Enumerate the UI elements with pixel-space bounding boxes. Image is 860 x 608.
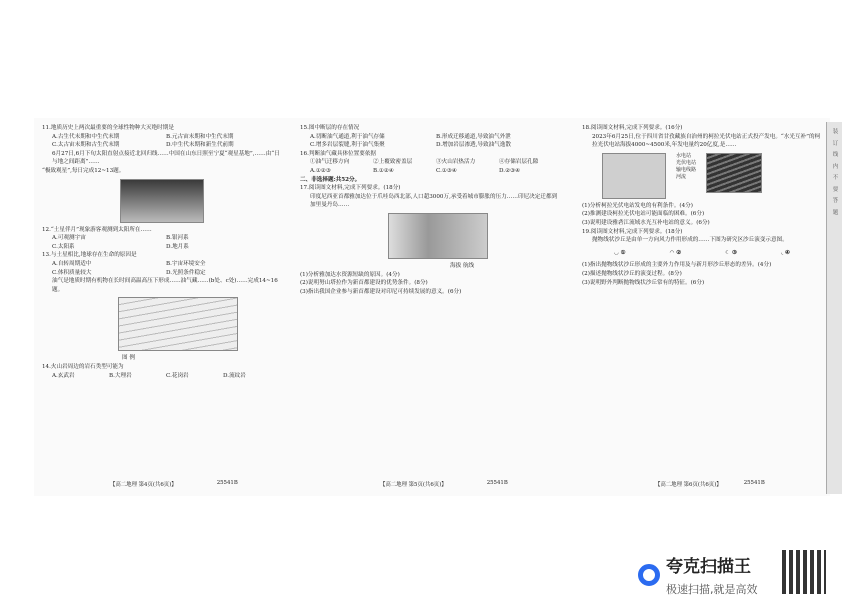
option: B.宇宙环境安全 xyxy=(166,260,206,267)
question-14: 14.火山岩周边的岩石类型可能为 xyxy=(42,363,124,370)
map-legend: 海拔 航线 xyxy=(450,262,475,269)
page-5-footer xyxy=(380,480,580,488)
answer-18-1: (1)分析柯拉光伏电站发电的有利条件。(4分) xyxy=(582,202,693,209)
strip-char: 装 xyxy=(831,128,838,134)
question-12: 12.“土星伴月”现象游客观测到太阳所在…… xyxy=(42,226,152,233)
legend-item: 河流 xyxy=(676,173,687,180)
option: A.可观测宇宙 xyxy=(52,235,86,242)
material-17: 印度尼西亚首都雅加达位于爪哇岛西北部,人口超3000万,承受着城市膨胀的压力……印尼决定迁都到加里曼丹岛…… xyxy=(310,193,558,209)
question-19: 19.阅读图文材料,完成下列要求。(18分) xyxy=(582,228,683,235)
brand-slogan: 极速扫描,就是高效 xyxy=(666,583,758,596)
q16-statements xyxy=(300,158,562,167)
option: A.玄武岩 xyxy=(52,372,75,379)
section-heading: 二、非选择题:共52分。 xyxy=(300,176,361,183)
yalong-river-map xyxy=(602,153,666,199)
option: C.花岗岩 xyxy=(166,372,189,379)
footer-text: 【高二地理 第6页(共6页)】 xyxy=(655,482,722,488)
option: C.太阳系 xyxy=(52,243,75,250)
option: D.流纹岩 xyxy=(223,372,246,379)
page-4-footer xyxy=(110,480,310,488)
q18-figures xyxy=(602,153,822,199)
footer-text: 【高二地理 第4页(共6页)】 xyxy=(110,482,177,488)
stage-label: ④ xyxy=(784,249,790,256)
strip-char: 内 xyxy=(831,162,838,168)
legend-item: 水电站 xyxy=(676,152,692,159)
option: B.形成迁移通道,导致油气外泄 xyxy=(436,133,511,140)
strip-char: 答 xyxy=(831,197,838,203)
material-19: 抛物线状沙丘是由单一方向风力作用形成的……下图为研究区沙丘演变示意图。 xyxy=(592,237,788,244)
strip-char: 题 xyxy=(831,208,838,214)
stage-label: ③ xyxy=(732,249,738,256)
page-5-column xyxy=(300,124,562,296)
material-18: 2023年6月25日,位于四川省甘孜藏族自治州的柯拉光伏电站正式投产发电。“水光互补”的柯拉光伏电站海拔4000~4500米,年发电量约20亿度,是…… xyxy=(592,133,821,149)
strip-char: 要 xyxy=(831,185,838,191)
option: D.地月系 xyxy=(166,243,189,250)
option: A.古生代末期和中生代末期 xyxy=(52,133,120,140)
strip-char: 线 xyxy=(831,151,838,157)
diagram-legend: 图 例 xyxy=(122,355,135,362)
q11-options xyxy=(42,133,280,150)
q16-options xyxy=(300,167,562,176)
legend-item: 输电线路 xyxy=(676,166,697,173)
page-6-column xyxy=(582,124,822,287)
answer-17-2: (2)说明努山塔拉作为新首都建设的优势条件。(8分) xyxy=(300,280,428,287)
option: A.自转周期适中 xyxy=(52,260,92,267)
option: C.①③④ xyxy=(436,167,457,174)
option: D.中生代末期和新生代前期 xyxy=(166,142,234,149)
material-intro: 6月27日,6月下旬太阳直射点接近北回归线……中国在山东日照至宁夏“观星基地”,……由“日与地之间距离”…… xyxy=(52,150,280,166)
statement: ①油气迁移方向 xyxy=(310,159,350,166)
option: A.①②③ xyxy=(310,167,331,174)
statement: ②上覆致密盖层 xyxy=(373,159,413,166)
page-6-footer xyxy=(655,480,825,488)
footer-code: 25541B xyxy=(216,480,238,486)
stargazing-photo xyxy=(120,179,204,223)
q14-options xyxy=(42,372,280,381)
option: D.增加岩层渗透,导致油气逸散 xyxy=(436,142,511,149)
footer-text: 【高二地理 第5页(共6页)】 xyxy=(380,482,447,488)
question-13: 13.与土星相比,地球存在生命的原因是 xyxy=(42,252,137,259)
footer-code: 25541B xyxy=(743,480,765,486)
q13-options xyxy=(42,260,280,277)
option: D.光照条件稳定 xyxy=(166,269,206,276)
q12-options xyxy=(42,234,280,251)
question-18: 18.阅读图文材料,完成下列要求。(16分) xyxy=(582,125,683,131)
answer-18-2: (2)推测建设柯拉光伏电站可能面临的困难。(6分) xyxy=(582,211,705,218)
binding-strip xyxy=(826,122,842,494)
scanner-watermark xyxy=(638,552,758,597)
option: B.大理岩 xyxy=(109,372,132,379)
legend-item: 光伏电站 xyxy=(676,159,697,166)
q15-options xyxy=(300,133,562,150)
quark-logo-icon xyxy=(638,564,660,586)
page-4-column xyxy=(42,124,280,380)
dune-stage: ◟ ④ xyxy=(781,249,790,256)
material-intro-2: “极致观星”,每日完成12~13题。 xyxy=(42,167,125,174)
option: D.②③④ xyxy=(499,167,521,174)
solar-panel-photo xyxy=(706,153,762,193)
watermark-text xyxy=(666,552,758,597)
map-legend xyxy=(676,153,696,199)
strip-char: 不 xyxy=(831,174,838,180)
strip-char: 订 xyxy=(831,139,838,145)
answer-19-1: (1)指出抛物线状沙丘形成的主要外力作用及与新月形沙丘形态的差异。(4分) xyxy=(582,262,772,269)
answer-17-3: (3)指出我国企业参与新首都建设对印尼可持续发展的意义。(6分) xyxy=(300,288,462,295)
option: B.元古宙末期和中生代末期 xyxy=(166,133,234,140)
option: B.银河系 xyxy=(166,235,189,242)
footer-code: 25541B xyxy=(486,480,508,486)
option: C.增多岩层裂缝,利于油气集聚 xyxy=(310,142,385,149)
oil-gas-section-diagram xyxy=(118,297,238,351)
answer-19-3: (3)说明野外判断抛物线状沙丘常有的特征。(6分) xyxy=(582,279,705,286)
option: A.切断油气通道,利于油气存储 xyxy=(310,133,385,140)
option: C.太古宙末期和古生代末期 xyxy=(52,142,120,149)
answer-18-3: (3)说明建设雅砻江流域水光互补电站的意义。(6分) xyxy=(582,219,710,226)
question-15: 15.图中断层的存在情况 xyxy=(300,125,360,131)
indonesia-map xyxy=(388,213,488,259)
stage-label: ② xyxy=(676,249,682,256)
option: B.①②④ xyxy=(373,167,394,174)
answer-17-1: (1)分析雅加达水资源短缺的原因。(4分) xyxy=(300,271,400,278)
dune-stage: ☾ ③ xyxy=(725,249,738,256)
material-intro-3: 油气是地质时期有机物在长时间高温高压下形成……油气藏……(b处、c处)……完成14~16题。 xyxy=(52,278,278,293)
dune-stage: ◡ ① xyxy=(613,249,626,256)
stage-label: ① xyxy=(620,249,626,256)
statement: ④存储岩层孔隙 xyxy=(499,159,539,166)
dune-evolution-diagram xyxy=(592,249,812,258)
statement: ③火山岩热活力 xyxy=(436,159,476,166)
question-11: 11.地质历史上两次最重要的全球性物种大灭绝时期是 xyxy=(42,125,174,131)
qr-code-icon xyxy=(782,550,826,594)
question-17: 17.阅读图文材料,完成下列要求。(18分) xyxy=(300,185,401,192)
answer-19-2: (2)描述抛物线状沙丘的演变过程。(8分) xyxy=(582,270,682,277)
dune-stage: ◠ ② xyxy=(669,249,682,256)
option: C.体积质量较大 xyxy=(52,269,92,276)
brand-name: 夸克扫描王 xyxy=(666,557,751,577)
question-16: 16.判断油气藏具体位置要依据 xyxy=(300,150,377,157)
